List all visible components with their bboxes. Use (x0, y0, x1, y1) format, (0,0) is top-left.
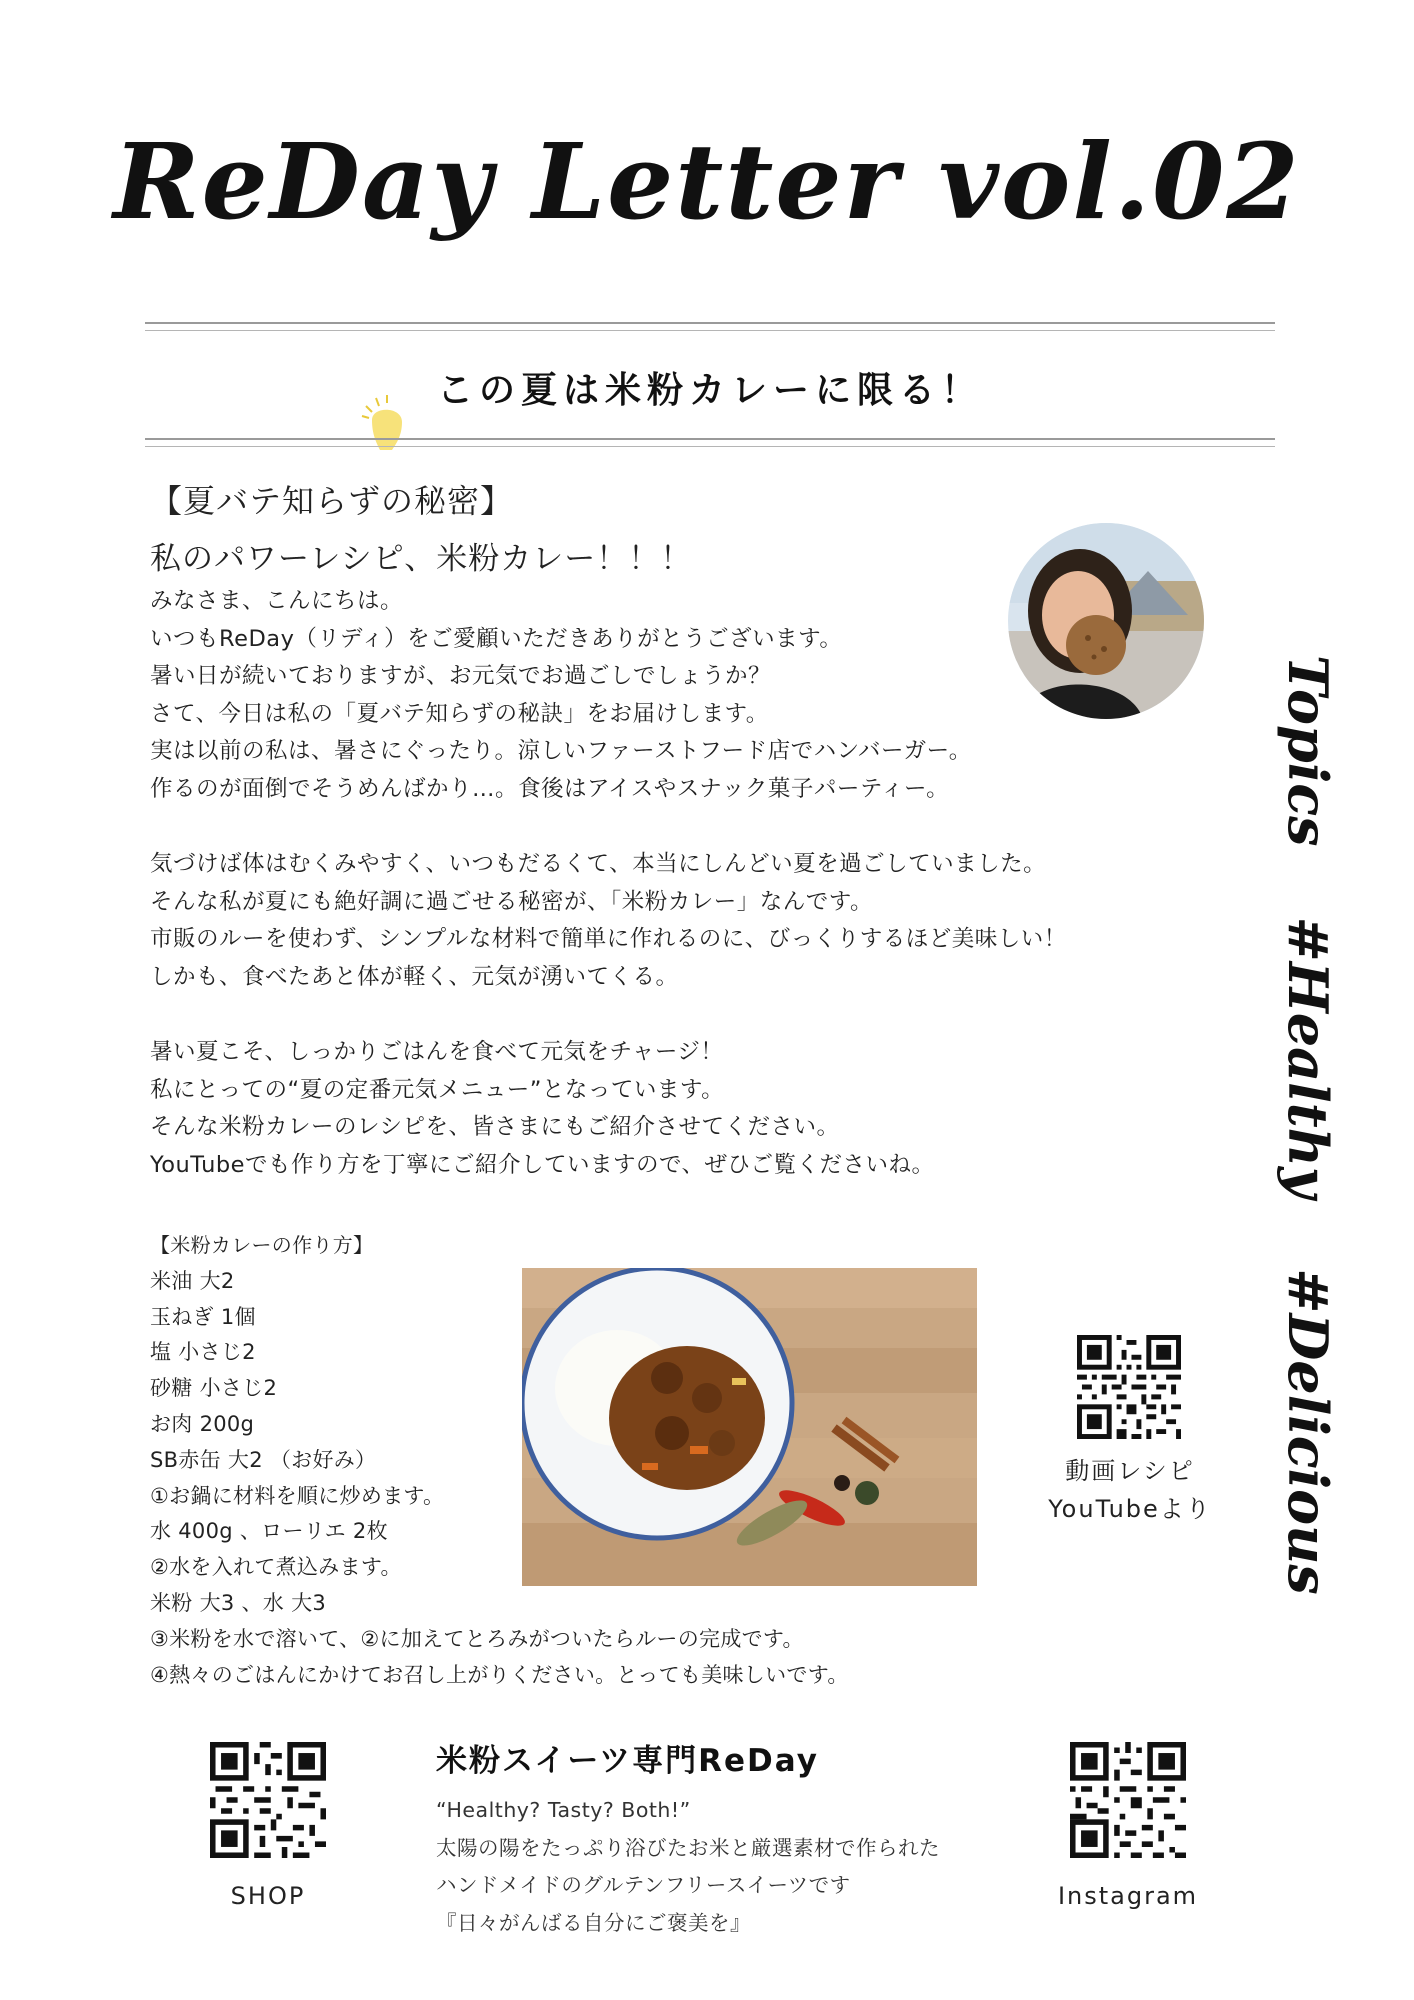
instagram-qr-label: Instagram (1057, 1882, 1199, 1910)
video-qr-label-line1: 動画レシピ (1065, 1457, 1195, 1485)
section-subheading: 【夏バテ知らずの秘密】 (150, 482, 514, 520)
video-qr-code[interactable] (1077, 1335, 1181, 1439)
shop-qr-code[interactable] (210, 1742, 326, 1858)
divider-bottom (145, 438, 1275, 440)
lightbulb-icon (358, 392, 418, 462)
shop-tagline (436, 1792, 940, 1942)
recipe-line: 玉ねぎ 1個 (150, 1304, 256, 1329)
tagline-line: 太陽の陽をたっぷり浴びたお米と厳選素材で作られた (436, 1835, 940, 1860)
recipe-line: 米粉 大3 、水 大3 (150, 1590, 327, 1615)
recipe-line: 塩 小さじ2 (150, 1340, 256, 1365)
recipe-line: ③米粉を水で溶いて、②に加えてとろみがついたらルーの完成です。 (150, 1626, 804, 1651)
body-line: みなさま、こんにちは。 (150, 588, 404, 614)
topics-sidebar (1276, 655, 1380, 1595)
recipe-line: ②水を入れて煮込みます。 (150, 1555, 402, 1580)
body-line: そんな米粉カレーのレシピを、皆さまにもご紹介させてください。 (150, 1114, 840, 1141)
recipe-line: お肉 200g (150, 1411, 255, 1436)
body-line: YouTubeでも作り方を丁寧にご紹介していますので、ぜひご覧くださいね。 (150, 1151, 935, 1178)
recipe-line: SB赤缶 大2 （お好み） (150, 1447, 377, 1472)
body-line: 気づけば体はむくみやすく、いつもだるくて、本当にしんどい夏を過ごしていました。 (150, 851, 1047, 878)
body-line: そんな私が夏にも絶好調に過ごせる秘密が、「米粉カレー」なんです。 (150, 888, 873, 915)
body-line: 実は以前の私は、暑さにぐったり。涼しいファーストフード店でハンバーガー。 (150, 738, 972, 765)
tag-delicious: #Delicious (1276, 1268, 1340, 1595)
divider-top-thin (145, 330, 1275, 331)
curry-photo (522, 1268, 977, 1586)
intro-body (150, 583, 1130, 1185)
body-line: いつもReDay（リディ）をご愛顧いただきありがとうございます。 (150, 625, 843, 652)
divider-top (145, 322, 1275, 324)
body-line: 暑い日が続いておりますが、お元気でお過ごしでしょうか？ (150, 663, 772, 690)
body-line (150, 997, 1130, 1035)
recipe-line: 米油 大2 (150, 1268, 235, 1293)
topics-label: Topics (1276, 655, 1340, 847)
tagline-line: 『日々がんばる自分にご褒美を』 (436, 1910, 751, 1935)
newsletter-title: ReDay Letter vol.02 (113, 120, 1301, 243)
body-line: 作るのが面倒でそうめんばかり…。食後はアイスやスナック菓子パーティー。 (150, 775, 950, 802)
recipe-title: 【米粉カレーの作り方】 (150, 1233, 374, 1257)
instagram-qr-code[interactable] (1070, 1742, 1186, 1858)
video-qr-label-line2: YouTubeより (1048, 1495, 1212, 1523)
body-line: 私にとっての“夏の定番元気メニュー”となっています。 (150, 1076, 725, 1103)
divider-bottom-thin (145, 446, 1275, 447)
recipe-line: 水 400g 、ローリエ 2枚 (150, 1519, 388, 1544)
shop-qr-label: SHOP (230, 1882, 306, 1910)
body-line: さて、今日は私の「夏バテ知らずの秘訣」をお届けします。 (150, 700, 769, 727)
body-line: 市販のルーを使わず、シンプルな材料で簡単に作れるのに、びっくりするほど美味しい！ (150, 926, 1067, 953)
body-line (150, 809, 1130, 847)
section-title: 私のパワーレシピ、米粉カレー！！！ (150, 541, 693, 577)
body-line: 暑い夏こそ、しっかりごはんを食べて元気をチャージ！ (150, 1039, 724, 1066)
headline: この夏は米粉カレーに限る！ (436, 370, 983, 411)
tagline-line: “Healthy? Tasty? Both!” (436, 1798, 691, 1822)
tagline-line: ハンドメイドのグルテンフリースイーツです (436, 1873, 851, 1897)
video-qr-label (1030, 1452, 1230, 1528)
recipe-line: 砂糖 小さじ2 (150, 1376, 278, 1401)
recipe-line: ①お鍋に材料を順に炒めます。 (150, 1483, 445, 1508)
body-line: しかも、食べたあと体が軽く、元気が湧いてくる。 (150, 963, 679, 990)
tag-healthy: #Healthy (1276, 916, 1340, 1199)
shop-name: 米粉スイーツ専門ReDay (436, 1743, 819, 1779)
recipe-line: ④熱々のごはんにかけてお召し上がりください。とっても美味しいです。 (150, 1662, 849, 1687)
